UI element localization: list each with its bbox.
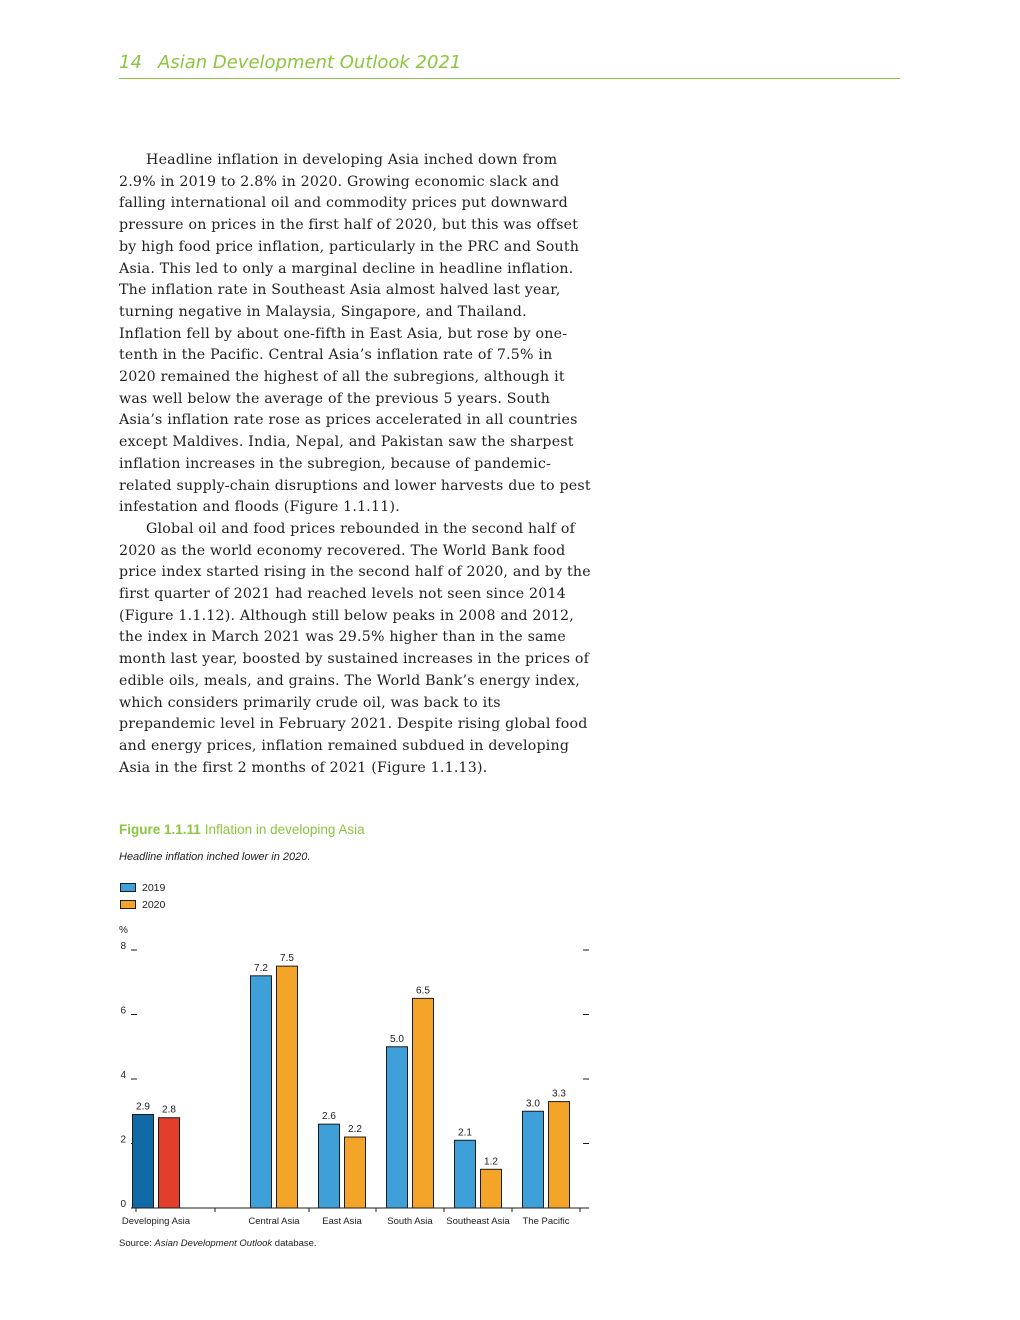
bar-2019 <box>251 976 272 1208</box>
bar-value-label: 7.2 <box>254 962 268 974</box>
legend-swatch-2019 <box>120 883 136 892</box>
y-tick-label: 0 <box>120 1199 126 1210</box>
figure-title <box>119 822 599 837</box>
bar-2020 <box>277 966 298 1208</box>
figure-source <box>119 1238 317 1249</box>
x-category-label: South Asia <box>387 1216 433 1227</box>
y-axis-unit: % <box>119 925 128 936</box>
bar-2019 <box>387 1047 408 1208</box>
bar-2019 <box>133 1114 154 1208</box>
legend-label-2020: 2020 <box>142 898 166 911</box>
figure-subtitle: Headline inflation inched lower in 2020. <box>119 851 311 863</box>
y-tick-label: 6 <box>120 1005 126 1017</box>
x-category-label: East Asia <box>322 1216 362 1227</box>
x-category-label: Developing Asia <box>121 1216 191 1227</box>
x-category-label: The Pacific <box>522 1216 570 1227</box>
bar-2019 <box>455 1140 476 1208</box>
bar-value-label: 5.0 <box>390 1033 404 1045</box>
figure-number: Figure 1.1.11 <box>119 822 201 837</box>
legend-item-2019 <box>120 879 165 896</box>
bar-value-label: 2.2 <box>348 1124 362 1136</box>
bar-2019 <box>523 1111 544 1208</box>
legend-label-2019: 2019 <box>142 881 166 894</box>
paragraph: Global oil and food prices rebounded in the second half of 2020 as the world economy recovered. The World Bank food price index started rising in the second half of 2020, and by the first quarter of 2021 had reached levels not seen since 2014 (Figure 1.1.12). Although still below peaks in 2008 and 2012, the index in March 2021 was 29.5% higher than in the same month last year, boosted by sustained increases in the prices of edible oils, meals, and grains. The World Bank’s energy index, which considers primarily crude oil, was back to its prepandemic level in February 2021. Despite rising global food and energy prices, inflation remained subdued in developing Asia in the first 2 months of 2021 (Figure 1.1.13). <box>119 520 591 776</box>
paragraph: Headline inflation in developing Asia inched down from 2.9% in 2019 to 2.8% in 2020. Growing economic slack and falling international oil and commodity prices put downward pressure on prices in the first half of 2020, but this was offset by high food price inflation, particularly in the PRC and South Asia. This led to only a marginal decline in headline inflation. The inflation rate in Southeast Asia almost halved last year, turning negative in Malaysia, Singapore, and Thailand. Inflation fell by about one-fifth in East Asia, but rose by one- tenth in the Pacific. Central Asia’s inflation rate of 7.5% in 2020 remained the highest of all the subregions, although it was well below the average of the previous 5 years. South Asia’s inflation rate rose as prices accelerated in all countries except Maldives. India, Nepal, and Pakistan saw the sharpest inflation increases in the subregion, because of pandemic-related supply-chain disruptions and lower harvests due to pest infestation and floods (Figure 1.1.11). <box>119 152 591 516</box>
bar-2020 <box>413 998 434 1208</box>
bar-value-label: 1.2 <box>484 1156 498 1168</box>
running-header <box>119 50 900 79</box>
bar-2020 <box>549 1102 570 1208</box>
x-category-label: Central Asia <box>248 1216 300 1227</box>
bar-value-label: 7.5 <box>280 953 294 965</box>
x-category-label: Southeast Asia <box>446 1216 510 1227</box>
bar-value-label: 2.9 <box>136 1101 150 1113</box>
source-suffix: database. <box>272 1238 317 1249</box>
bar-value-label: 2.8 <box>162 1104 176 1116</box>
bar-2020 <box>345 1137 366 1208</box>
publication-title: Asian Development Outlook 2021 <box>158 52 462 73</box>
y-tick-label: 2 <box>120 1134 126 1146</box>
bar-value-label: 6.5 <box>416 985 430 997</box>
figure-title-text: Inflation in developing Asia <box>204 822 365 837</box>
bar-chart <box>110 940 600 1230</box>
bar-2019 <box>319 1124 340 1208</box>
page-number: 14 <box>119 52 142 73</box>
bar-2020 <box>481 1169 502 1208</box>
bar-value-label: 3.3 <box>552 1088 566 1100</box>
legend-item-2020 <box>120 896 165 913</box>
y-tick-label: 8 <box>120 941 126 952</box>
bar-value-label: 2.6 <box>322 1111 336 1123</box>
bar-value-label: 2.1 <box>458 1127 472 1139</box>
chart-legend <box>120 879 165 913</box>
source-italic: Asian Development Outlook <box>154 1238 273 1249</box>
bar-value-label: 3.0 <box>526 1098 540 1110</box>
y-tick-label: 4 <box>120 1070 126 1081</box>
body-text <box>119 150 591 779</box>
bar-2020 <box>159 1118 180 1208</box>
legend-swatch-2020 <box>120 900 136 909</box>
source-prefix: Source: <box>119 1238 155 1249</box>
